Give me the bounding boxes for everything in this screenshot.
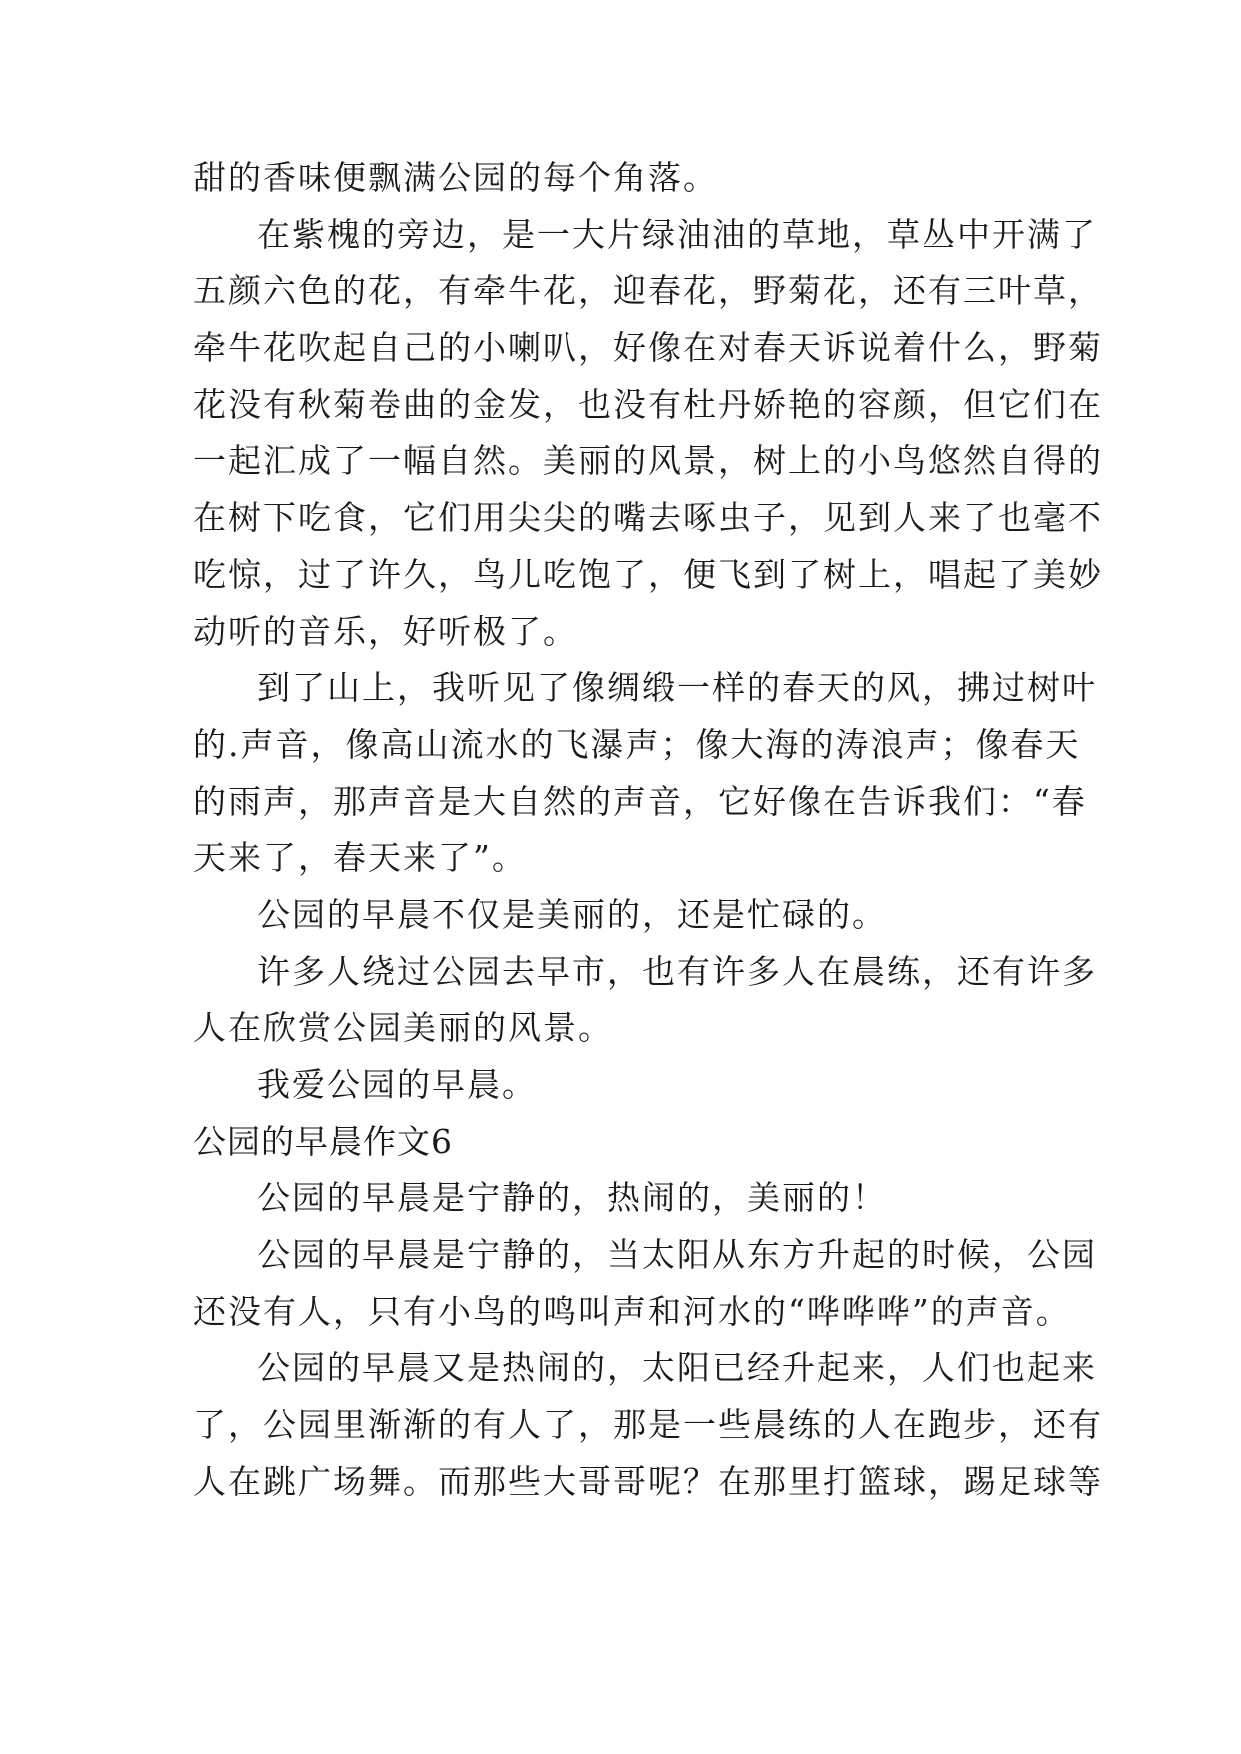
text-line: 公园的早晨是宁静的，当太阳从东方升起的时候，公园 <box>257 1235 1097 1275</box>
text-line: 的雨声，那声音是大自然的声音，它好像在告诉我们：“春 <box>193 781 1087 821</box>
text-line: 在紫槐的旁边，是一大片绿油油的草地，草丛中开满了 <box>257 214 1097 254</box>
text-line: 到了山上，我听见了像绸缎一样的春天的风，拂过树叶 <box>257 668 1097 708</box>
essay-text <box>193 150 1103 1511</box>
text-line: 天来了，春天来了”。 <box>193 838 527 878</box>
text-line: 吃惊，过了许久，鸟儿吃饱了，便飞到了树上，唱起了美妙 <box>193 554 1103 594</box>
text-line: 甜的香味便飘满公园的每个角落。 <box>193 158 718 197</box>
section-title: 公园的早晨作文6 <box>193 1121 453 1161</box>
text-line: 花没有秋菊卷曲的金发，也没有杜丹娇艳的容颜，但它们在 <box>193 384 1103 424</box>
text-line: 还没有人，只有小鸟的鸣叫声和河水的“哗哗哗”的声音。 <box>193 1291 1071 1331</box>
text-line: 了，公园里渐渐的有人了，那是一些晨练的人在跑步，还有 <box>193 1405 1103 1445</box>
text-line: 在树下吃食，它们用尖尖的嘴去啄虫子，见到人来了也毫不 <box>193 498 1103 538</box>
text-line: 我爱公园的早晨。 <box>257 1065 537 1104</box>
text-line: 一起汇成了一幅自然。美丽的风景，树上的小鸟悠然自得的 <box>193 441 1103 481</box>
text-line: 公园的早晨又是热闹的，太阳已经升起来，人们也起来 <box>257 1348 1097 1388</box>
text-line: 许多人绕过公园去早市，也有许多人在晨练，还有许多 <box>257 951 1097 991</box>
text-line: 动听的音乐，好听极了。 <box>193 611 578 651</box>
text-line: 牵牛花吹起自己的小喇叭，好像在对春天诉说着什么，野菊 <box>193 328 1103 368</box>
text-line: 人在欣赏公园美丽的风景。 <box>193 1008 613 1048</box>
text-line: 公园的早晨是宁静的，热闹的，美丽的！ <box>257 1178 887 1218</box>
text-line: 的.声音，像高山流水的飞瀑声；像大海的涛浪声；像春天 <box>193 724 1081 764</box>
text-line: 五颜六色的花，有牵牛花，迎春花，野菊花，还有三叶草， <box>193 271 1103 311</box>
text-line: 公园的早晨不仅是美丽的，还是忙碌的。 <box>257 894 887 934</box>
text-line: 人在跳广场舞。而那些大哥哥呢？在那里打篮球，踢足球等 <box>193 1461 1103 1501</box>
